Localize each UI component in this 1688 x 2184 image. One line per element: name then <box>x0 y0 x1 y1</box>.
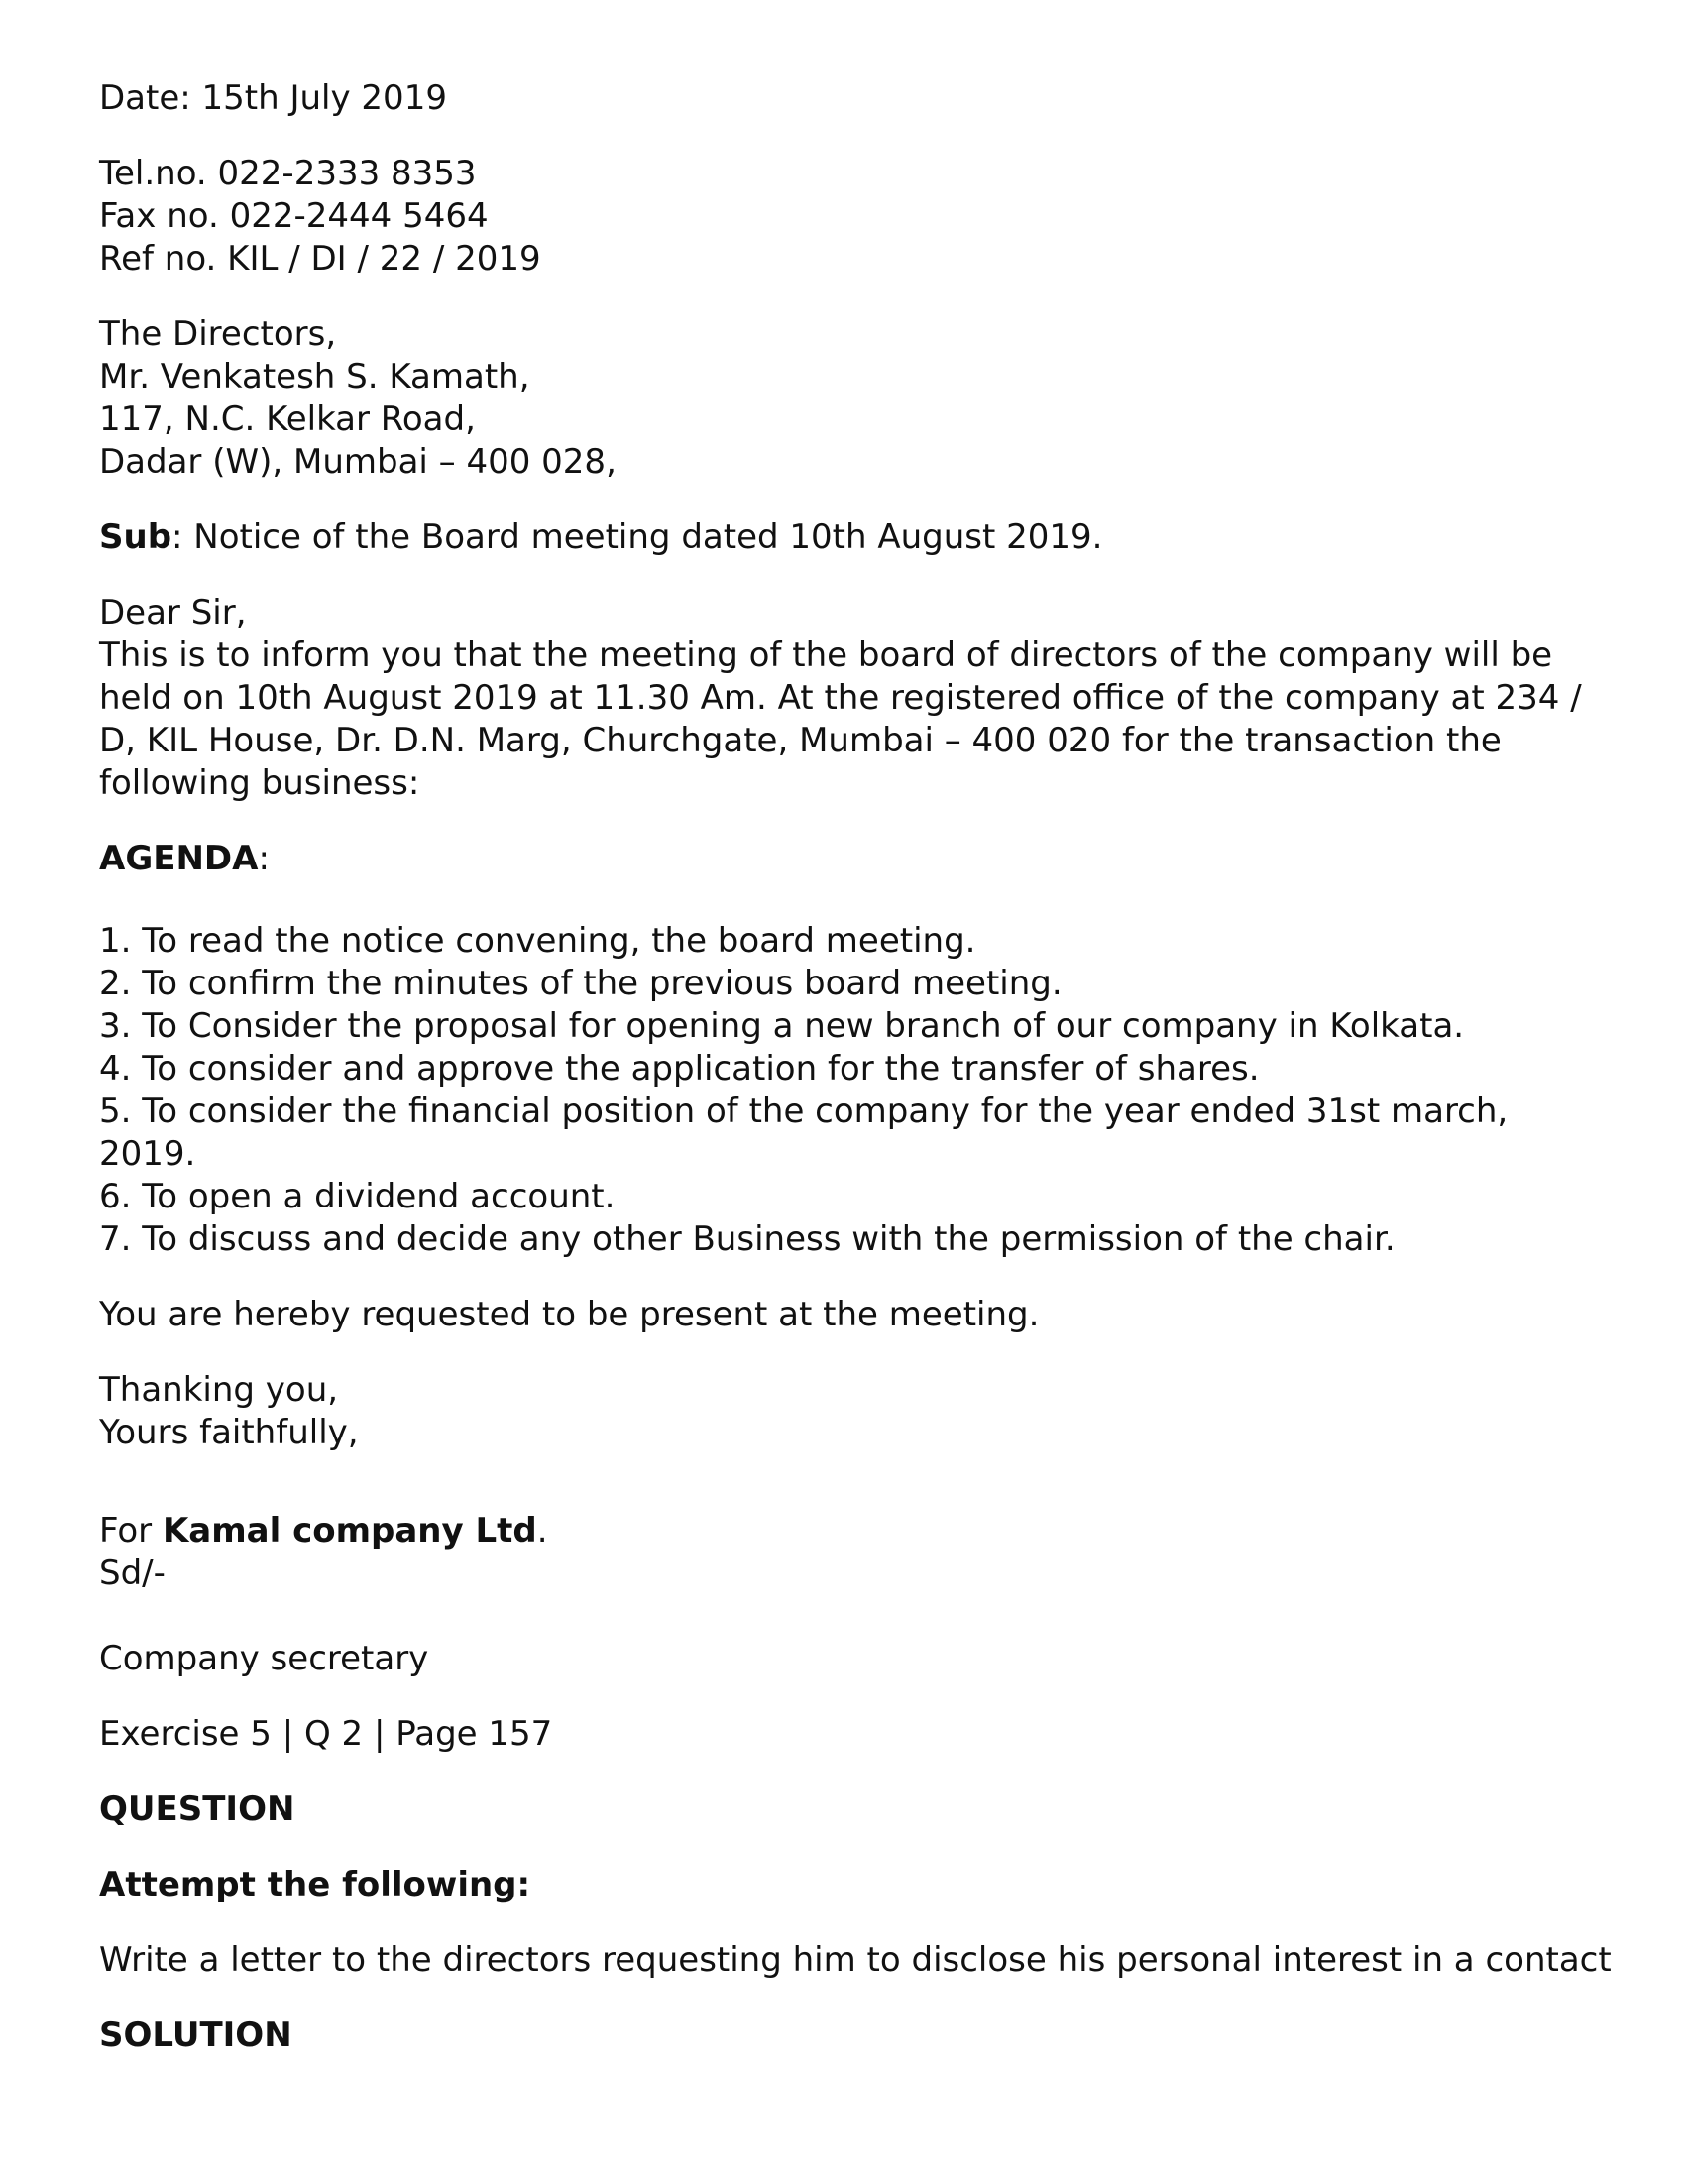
request-paragraph <box>99 1294 1626 1336</box>
contact-details <box>99 153 1626 281</box>
salutation: Dear Sir, <box>99 593 247 632</box>
letter-body <box>99 592 1626 805</box>
letter-date <box>99 77 1626 120</box>
date-line: Date: 15th July 2019 <box>99 78 447 118</box>
request-text: You are hereby requested to be present at the meeting. <box>99 1295 1040 1334</box>
fax-line: Fax no. 022-2444 5464 <box>99 196 489 236</box>
agenda-heading <box>99 838 1626 880</box>
solution-heading <box>99 2014 1626 2057</box>
question-body: Write a letter to the directors requesting him to disclose his personal interest in a contact <box>99 1940 1612 1980</box>
subject-label: Sub <box>99 517 172 557</box>
agenda-label: AGENDA <box>99 839 259 878</box>
instruction-text: Attempt the following: <box>99 1865 531 1904</box>
agenda-colon: : <box>258 839 270 878</box>
body-line-1: This is to inform you that the meeting of the board of directors of the company will be <box>99 635 1553 675</box>
for-company-line <box>99 1510 1626 1552</box>
agenda-item: 1. To read the notice convening, the board meeting. <box>99 921 976 961</box>
body-line-3: D, KIL House, Dr. D.N. Marg, Churchgate, Mumbai – 400 020 for the transaction the <box>99 721 1502 760</box>
agenda-item: 6. To open a dividend account. <box>99 1177 616 1216</box>
agenda-item: 7. To discuss and decide any other Business with the permission of the chair. <box>99 1219 1396 1259</box>
company-secretary: Company secretary <box>99 1639 429 1678</box>
question-heading-text: QUESTION <box>99 1789 295 1829</box>
company-name: Kamal company Ltd <box>162 1511 537 1551</box>
sd-line: Sd/- <box>99 1553 166 1593</box>
address-line-2: Mr. Venkatesh S. Kamath, <box>99 357 530 397</box>
agenda-item-continuation: 2019. <box>99 1134 196 1174</box>
for-prefix: For <box>99 1511 163 1551</box>
faithfully-line: Yours faithfully, <box>99 1413 359 1452</box>
exercise-reference <box>99 1713 1626 1756</box>
document-page <box>99 77 1626 2090</box>
agenda-item: 3. To Consider the proposal for opening a new branch of our company in Kolkata. <box>99 1006 1465 1046</box>
signature-block <box>99 1510 1626 1595</box>
signatory-title <box>99 1638 1626 1680</box>
ref-line: Ref no. KIL / DI / 22 / 2019 <box>99 239 541 279</box>
tel-line: Tel.no. 022-2333 8353 <box>99 154 477 193</box>
question-text <box>99 1939 1626 1982</box>
recipient-address <box>99 313 1626 484</box>
address-line-3: 117, N.C. Kelkar Road, <box>99 400 476 439</box>
subject-text: : Notice of the Board meeting dated 10th August 2019. <box>171 517 1103 557</box>
exercise-reference-text: Exercise 5 | Q 2 | Page 157 <box>99 1714 553 1754</box>
body-line-4: following business: <box>99 763 420 803</box>
question-heading <box>99 1788 1626 1831</box>
agenda-item: 2. To confirm the minutes of the previous board meeting. <box>99 964 1063 1003</box>
thanking-line: Thanking you, <box>99 1370 339 1410</box>
subject-line <box>99 517 1626 559</box>
agenda-item: 5. To consider the financial position of the company for the year ended 31st march, <box>99 1092 1509 1131</box>
agenda-list <box>99 920 1626 1261</box>
company-period: . <box>536 1511 548 1551</box>
instruction-heading <box>99 1864 1626 1906</box>
body-line-2: held on 10th August 2019 at 11.30 Am. At the registered office of the company at 234 / <box>99 678 1582 718</box>
closing <box>99 1369 1626 1454</box>
agenda-item: 4. To consider and approve the application for the transfer of shares. <box>99 1049 1260 1089</box>
address-line-4: Dadar (W), Mumbai – 400 028, <box>99 442 617 482</box>
address-line-1: The Directors, <box>99 314 337 354</box>
solution-heading-text: SOLUTION <box>99 2015 292 2055</box>
